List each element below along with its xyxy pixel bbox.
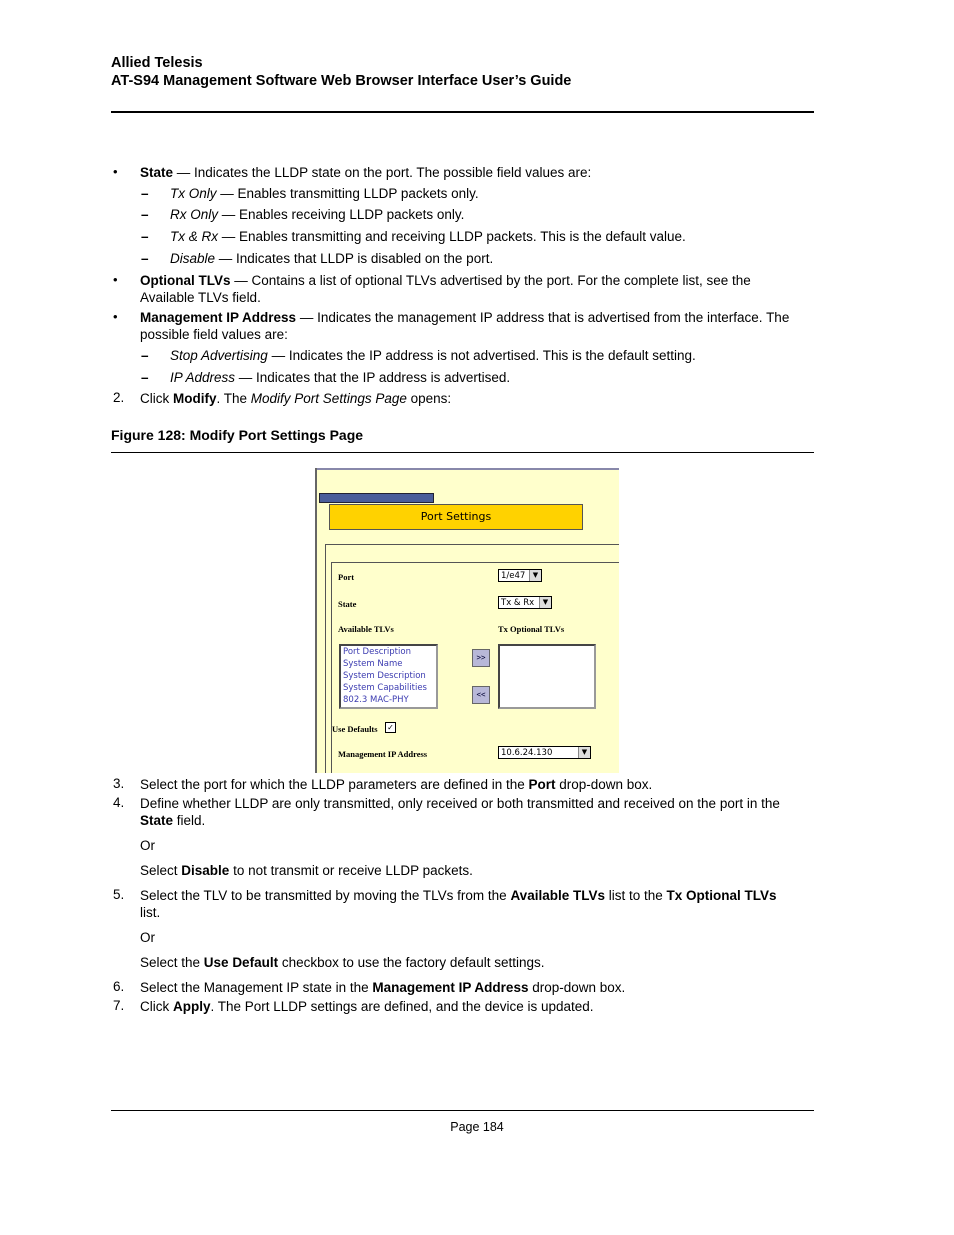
- remove-tlv-button[interactable]: <<: [472, 686, 490, 704]
- step-4: Define whether LLDP are only transmitted, only received or both transmitted and received on the port in the: [140, 796, 780, 811]
- step-number: 6.: [113, 979, 125, 994]
- optional-tlvs-cont: Available TLVs field.: [140, 290, 261, 305]
- caption-rule: [111, 452, 814, 453]
- mgmt-ip-select[interactable]: 10.6.24.130 ▼: [498, 746, 591, 759]
- footer-rule: [111, 1110, 814, 1111]
- available-tlvs-label: Available TLVs: [338, 624, 394, 634]
- dash-icon: –: [141, 348, 149, 363]
- add-tlv-button[interactable]: >>: [472, 649, 490, 667]
- figure-caption: Figure 128: Modify Port Settings Page: [111, 427, 364, 443]
- use-defaults-checkbox[interactable]: ✓: [385, 722, 396, 733]
- state-value-tx: Tx Only — Enables transmitting LLDP packets only.: [170, 186, 479, 201]
- step-5-cont: list.: [140, 905, 161, 920]
- mgmt-ip-cont: possible field values are:: [140, 327, 288, 342]
- or-text: Or: [140, 838, 155, 853]
- dash-icon: –: [141, 186, 149, 201]
- step-number: 3.: [113, 776, 125, 791]
- list-item[interactable]: System Description: [343, 671, 426, 681]
- dash-icon: –: [141, 207, 149, 222]
- bullet-icon: •: [113, 164, 118, 179]
- step-7: Click Apply. The Port LLDP settings are defined, and the device is updated.: [140, 999, 594, 1014]
- mgmt-ip-bullet: Management IP Address — Indicates the management IP address that is advertised from the interface. The: [140, 310, 790, 325]
- step-2: Click Modify. The Modify Port Settings Page opens:: [140, 391, 452, 406]
- dash-icon: –: [141, 229, 149, 244]
- chevron-down-icon: ▼: [578, 747, 590, 758]
- company-name: Allied Telesis: [111, 55, 203, 71]
- port-settings-figure: [315, 468, 619, 773]
- step-4-alt: Select Disable to not transmit or receive LLDP packets.: [140, 863, 473, 878]
- list-item[interactable]: System Capabilities: [343, 683, 427, 693]
- list-item[interactable]: Port Description: [343, 647, 411, 657]
- chevron-down-icon: ▼: [539, 597, 551, 608]
- step-3: Select the port for which the LLDP parameters are defined in the Port drop-down box.: [140, 777, 653, 792]
- state-value-disable: Disable — Indicates that LLDP is disabled on the port.: [170, 251, 494, 266]
- tab-bar: [319, 493, 434, 503]
- optional-tlvs-bullet: Optional TLVs — Contains a list of optional TLVs advertised by the port. For the complete list, see the: [140, 273, 751, 288]
- guide-title: AT-S94 Management Software Web Browser Interface User’s Guide: [111, 73, 572, 89]
- step-4-cont: State field.: [140, 813, 206, 828]
- tx-optional-tlvs-list[interactable]: [498, 644, 596, 709]
- bullet-icon: •: [113, 309, 118, 324]
- bullet-icon: •: [113, 272, 118, 287]
- chevron-down-icon: ▼: [529, 570, 541, 581]
- step-number: 4.: [113, 795, 125, 810]
- step-6: Select the Management IP state in the Management IP Address drop-down box.: [140, 980, 626, 995]
- or-text: Or: [140, 930, 155, 945]
- mgmt-value-stop: Stop Advertising — Indicates the IP address is not advertised. This is the default setting.: [170, 348, 696, 363]
- port-select[interactable]: 1/e47 ▼: [498, 569, 542, 582]
- use-defaults-label: Use Defaults: [332, 724, 378, 734]
- list-item[interactable]: System Name: [343, 659, 403, 669]
- port-settings-title: Port Settings: [329, 504, 583, 530]
- header-rule: [111, 111, 814, 113]
- list-item[interactable]: 802.3 MAC-PHY: [343, 695, 409, 705]
- mgmt-value-ip: IP Address — Indicates that the IP address is advertised.: [170, 370, 511, 385]
- mgmt-ip-label: Management IP Address: [338, 749, 428, 759]
- step-5-alt: Select the Use Default checkbox to use the factory default settings.: [140, 955, 545, 970]
- port-label: Port: [338, 572, 355, 582]
- state-select[interactable]: Tx & Rx ▼: [498, 596, 552, 609]
- state-label: State: [338, 599, 357, 609]
- tx-optional-tlvs-label: Tx Optional TLVs: [498, 624, 565, 634]
- step-number: 7.: [113, 998, 125, 1013]
- step-number: 2.: [113, 390, 125, 405]
- available-tlvs-list[interactable]: [339, 644, 438, 709]
- state-value-txrx: Tx & Rx — Enables transmitting and receiving LLDP packets. This is the default value.: [170, 229, 686, 244]
- dash-icon: –: [141, 251, 149, 266]
- step-5: Select the TLV to be transmitted by moving the TLVs from the Available TLVs list to the Tx Optional TLVs: [140, 888, 777, 903]
- dash-icon: –: [141, 370, 149, 385]
- state-value-rx: Rx Only — Enables receiving LLDP packets only.: [170, 207, 465, 222]
- state-bullet: State — Indicates the LLDP state on the port. The possible field values are:: [140, 165, 592, 180]
- step-number: 5.: [113, 887, 125, 902]
- frame-top: [317, 468, 619, 470]
- page-number: Page 184: [450, 1120, 504, 1134]
